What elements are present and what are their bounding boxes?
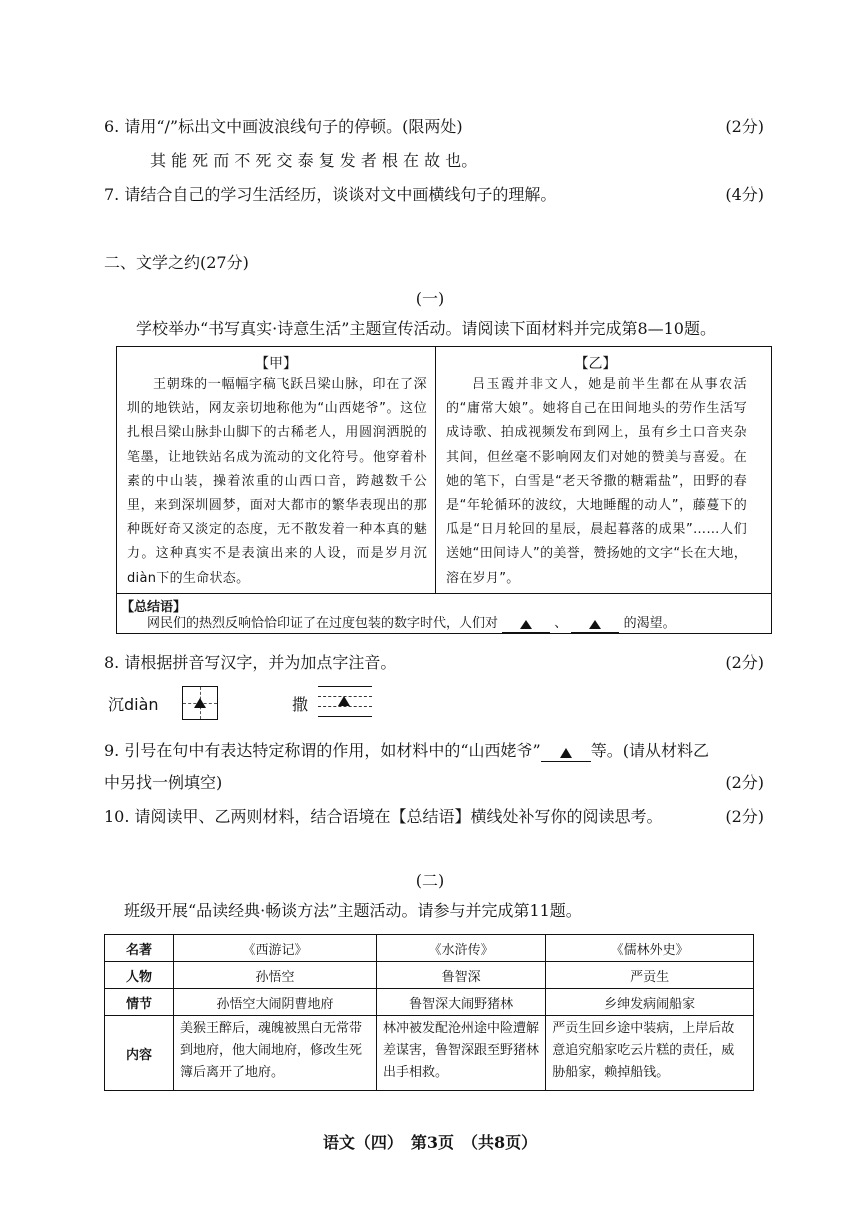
table-cell: 严贡生 <box>546 962 754 989</box>
part-1-intro: 学校举办“书写真实·诗意生活”主题宣传活动。请阅读下面材料并完成第8—10题。 <box>136 319 716 338</box>
table-cell: 鲁智深 <box>376 962 545 989</box>
material-yi-heading: 【乙】 <box>574 356 617 372</box>
material-yi <box>436 347 755 593</box>
question-7: 7. 请结合自己的学习生活经历，谈谈对文中画横线句子的理解。 <box>104 185 557 204</box>
part-2-intro: 班级开展“品读经典·畅谈方法”主题活动。请参与并完成第11题。 <box>124 901 582 920</box>
table-header: 《水浒传》 <box>376 935 545 962</box>
triangle-icon <box>520 620 532 629</box>
question-9-score: (2分) <box>725 773 764 792</box>
part-1-title: (一) <box>415 289 445 308</box>
row-label: 人物 <box>105 962 174 989</box>
row-label: 情节 <box>105 989 174 1016</box>
table-header: 名著 <box>105 935 174 962</box>
material-box <box>116 346 772 634</box>
question-9 <box>104 740 709 762</box>
summary-blank-2[interactable] <box>571 618 619 633</box>
material-jia <box>117 347 436 593</box>
summary-section <box>117 593 771 634</box>
material-jia-heading: 【甲】 <box>255 356 297 372</box>
table-cell: 林冲被发配沧州途中险遭解差谋害，鲁智深跟至野猪林出手相救。 <box>376 1016 545 1091</box>
question-9-blank[interactable] <box>541 743 591 762</box>
summary-text <box>147 615 771 633</box>
table-cell: 孙悟空 <box>174 962 377 989</box>
tianzige-box[interactable] <box>182 686 218 720</box>
table-cell: 美猴王醉后，魂魄被黑白无常带到地府，他大闹地府，修改生死簿后离开了地府。 <box>174 1016 377 1091</box>
question-10: 10. 请阅读甲、乙两则材料，结合语境在【总结语】横线处补写你的阅读思考。 <box>104 807 663 826</box>
table-cell: 鲁智深大闹野猪林 <box>376 989 545 1016</box>
material-yi-text: 吕玉霞并非文人，她是前半生都在从事农活的“庸常大娘”。她将自己在田间地头的劳作生活写成诗歌、拍成视频发布到网上，虽有乡土口音夹杂其间，但丝毫不影响网友们对她的赞美与喜爱。在她的笔下，白雪是“老天爷撒的糖霜盐”，田野的春是“年轮循环的波纹，大地睡醒的动人”，藤蔓下的瓜是“日月轮回的星辰，晨起暮落的成果”……人们送她“田间诗人”的美誉，赞扬她的文字“长在大地，溶在岁月”。 <box>446 377 747 586</box>
question-9-text-a: 9. 引号在句中有表达特定称谓的作用，如材料中的“山西姥爷” <box>104 741 541 760</box>
summary-title: 【总结语】 <box>121 600 187 615</box>
question-6-score: (2分) <box>725 117 764 136</box>
pinyin-label: 沉diàn <box>108 695 159 714</box>
triangle-icon <box>338 696 350 706</box>
table-row <box>105 962 754 989</box>
summary-text-b: 的渴望。 <box>623 616 676 631</box>
question-8: 8. 请根据拼音写汉字，并为加点字注音。 <box>104 653 397 672</box>
question-8-score: (2分) <box>725 653 764 672</box>
pinyin-lines[interactable] <box>318 686 372 716</box>
table-header-row <box>105 935 754 962</box>
table-header: 《西游记》 <box>174 935 377 962</box>
question-6-sentence: 其 能 死 而 不 死 交 泰 复 发 者 根 在 故 也。 <box>150 151 478 170</box>
table-cell: 乡绅发病闹船家 <box>546 989 754 1016</box>
part-2-title: (二) <box>415 871 445 890</box>
table-header: 《儒林外史》 <box>546 935 754 962</box>
question-7-score: (4分) <box>725 185 764 204</box>
summary-sep: 、 <box>554 616 568 631</box>
classics-table <box>104 934 754 1091</box>
question-10-score: (2分) <box>725 807 764 826</box>
dotted-char: 撒 <box>292 695 309 714</box>
question-9-text-c: 中另找一例填空) <box>104 773 223 792</box>
table-cell: 严贡生回乡途中装病，上岸后故意追究船家吃云片糕的责任，威胁船家，赖掉船钱。 <box>546 1016 754 1091</box>
question-6: 6. 请用“/”标出文中画波浪线句子的停顿。(限两处) <box>104 117 463 136</box>
material-jia-text: 王朝珠的一幅幅字稿飞跃吕梁山脉，印在了深圳的地铁站，网友亲切地称他为“山西姥爷”。这位扎根吕梁山脉卦山脚下的古稀老人，用圆润洒脱的笔墨，让地铁站名成为流动的文化符号。他穿着朴素的中山装，操着浓重的山西口音，跨越数千公里，来到深圳圆梦，面对大都市的繁华表现出的那种既好奇又淡定的态度，无不散发着一种本真的魅力。这种真实不是表演出来的人设，而是岁月沉diàn下的生命状态。 <box>127 377 427 586</box>
page-footer: 语文（四） 第3页 （共8页） <box>322 1133 538 1152</box>
section-title: 二、文学之约(27分) <box>104 253 249 272</box>
triangle-icon <box>560 748 572 758</box>
table-row <box>105 989 754 1016</box>
table-row <box>105 1016 754 1091</box>
triangle-icon <box>589 620 601 629</box>
question-9-text-b: 等。(请从材料乙 <box>590 741 709 760</box>
summary-blank-1[interactable] <box>502 618 550 633</box>
row-label: 内容 <box>105 1016 174 1091</box>
triangle-icon <box>194 698 206 708</box>
table-cell: 孙悟空大闹阴曹地府 <box>174 989 377 1016</box>
summary-text-a: 网民们的热烈反响恰恰印证了在过度包装的数字时代，人们对 <box>147 616 499 631</box>
